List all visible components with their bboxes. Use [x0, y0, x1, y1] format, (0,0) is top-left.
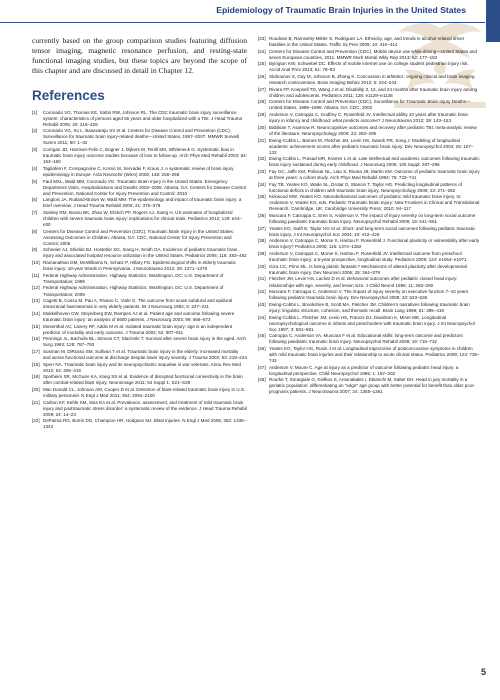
reference-item	[32, 311, 247, 323]
reference-text: Rourke T, Smargiale G, Kiefkos S, Antonakakis I, Ebianchi M, Salter DH. Head in jury mortality in a geriatric population: differentiating an "edge" age group with better potential for benefit than older poor-prognosis patients. J Neurotrauma 2007; 24: 1355–1361	[269, 377, 476, 395]
reference-item	[32, 147, 247, 165]
reference-number: [18]	[32, 361, 40, 367]
reference-number: [30]	[258, 124, 266, 130]
reference-text: Langlois JA, Rutland-Brown W, Wald MM. The epidemiology and impact of traumatic brain injury: a brief overview. J Head Trauma Rehabil 2006; 21: 375–378	[43, 197, 242, 209]
reference-number: [47]	[258, 364, 266, 370]
reference-text: Fletcher JM, Levin HS, Lachar D et al. Behavioral outcomes after pediatric closed head injury: relationships with age, severity, and lesion size. J Child Neurol 1996; 11: 283–290	[269, 276, 458, 288]
reference-item	[32, 260, 247, 272]
reference-text: Yeates KO, Taylor HG, Rusin J et al. Longitudinal trajectories of postconcussive symptoms in children with mild traumatic brain injuries and their relationship to acute clinical status. Pediatrics 2009; 123: 735–743	[269, 345, 480, 364]
reference-item	[258, 99, 480, 111]
reference-number: [43]	[258, 301, 266, 307]
reference-item	[258, 346, 480, 364]
reference-item	[258, 226, 480, 238]
page-edge-tab	[486, 0, 500, 42]
reference-text: Stanley RM, Bonsu BK, Zhao W, Ehrlich PF, Rogers AJ, Xiang H. US estimates of hospitalized children with severe traumatic brain injury: implications for clinical trials. Pediatrics 2012; 129: e24–e30	[43, 209, 242, 228]
reference-item	[258, 169, 480, 181]
reference-text: Fay TB, Yeates KO, Wade SL, Drotar D, Stancin T, Taylor HG. Predicting longitudinal patterns of functional deficits in children with traumatic brain injury. Neuropsychology 2009; 23: 271–282	[269, 181, 462, 193]
reference-number: [4]	[32, 165, 38, 171]
reference-number: [2]	[32, 128, 38, 134]
reference-number: [12]	[32, 285, 40, 291]
reference-number: [8]	[32, 228, 38, 234]
reference-item	[32, 374, 247, 386]
reference-number: [42]	[258, 289, 266, 295]
reference-number: [31]	[258, 137, 266, 143]
reference-item	[32, 349, 247, 361]
reference-number: [40]	[258, 263, 266, 269]
reference-text: Centers for Disease Control and Prevention (CDC). Mobile device use while driving—United States and seven European countries, 2011. MMWR Morb Mortal Wkly Rep 2013; 62: 177–182	[269, 48, 477, 60]
reference-text: Anderson V, Moore C. Age at injury as a predictor of outcome following pediatric head injury: a longitudinal perspective. Child Neuropsychol 1995; 1: 187–202	[269, 364, 459, 376]
reference-item	[258, 251, 480, 263]
reference-text: Faul MXL, Wald MM, Coronado VG. Traumatic Brain Injury in the United States. Emergency Department Visits, Hospitalizations and Deaths 2002–2006. Atlanta, GA: Centers for Disease Control and Prevention, National Center for Injury Prevention and Control; 2010	[43, 178, 246, 196]
reference-item	[258, 125, 480, 137]
reference-item	[258, 276, 480, 288]
reference-text: Ewing-Cobbs L, Barnes M, Fletcher JM, Levin HS, Swank PR, Song J. Modeling of longitudinal academic achievement scores after pediatric traumatic brain injury. Dev Neuropsychol 2004; 25: 107–133	[269, 137, 474, 155]
reference-item	[32, 298, 247, 310]
reference-text: Roudsari B, Ramisetty-Mikler S, Rodriguez LA. Ethnicity, age, and trends in alcohol-related driver fatalities in the United States. Traffic Inj Prev 2009; 10: 410–414	[269, 36, 465, 48]
reference-item	[32, 400, 247, 418]
reference-number: [3]	[32, 147, 38, 153]
reference-item	[258, 112, 480, 124]
reference-item	[258, 61, 480, 73]
reference-text: Mukkelhoven CW, Steyerberg EW, Rampen AJ et al. Patient age and outcome following severe traumatic brain injury: an analysis of 5600 patients. J Neurosurg 2003; 99: 666–673	[43, 310, 235, 322]
reference-number: [27]	[258, 86, 266, 92]
reference-text: Ewing-Cobbs L, Prasad MR, Kramer L et al. Late intellectual and academic outcomes following traumatic brain injury sustained during early childhood. J Neurosurg 2006; 105 Suppl: 287–296	[269, 156, 480, 168]
reference-text: Muscara F, Catroppa C, Anderson V. The impact of injury severity on executive function 7–10 years following pediatric traumatic brain injury. Dev Neuropsychol 2008; 33: 623–636	[269, 289, 469, 301]
reference-number: [29]	[258, 112, 266, 118]
reference-text: Spotheim SR, McGuire KA, Kang SS et al. Evidence of disrupted functional connectivity in the brain after combat-related blast injury. Neuroimage 2011; 54 Suppl 1: S21–S29	[43, 374, 243, 386]
reference-item	[258, 138, 480, 156]
reference-item	[258, 49, 480, 61]
reference-item	[258, 36, 480, 48]
reference-number: [26]	[258, 74, 266, 80]
reference-number: [17]	[32, 348, 40, 354]
reference-number: [23]	[258, 36, 266, 41]
reference-number: [48]	[258, 377, 266, 383]
reference-item	[258, 74, 480, 86]
reference-text: Corrigan JD, Harrison-Felix C, Bogner J, Dijkers M, Terrill MS, Whiteneck G. Systematic bias in traumatic brain injury outcome studies because of loss to follow-up. Arch Phys Med Rehabil 2003; 84: 153–160	[43, 147, 247, 165]
reference-text: Federal Highway Administration. Highway Statistics. Washington, DC: U.S. Department of Transportation; 1999	[43, 272, 224, 284]
reference-item	[258, 182, 480, 194]
reference-text: Pennings JL, Bachulis BL, Simons CT, Slazinski T. Survival after severe brain injury in the aged. Arch Surg 1993; 128: 787–793	[43, 336, 246, 348]
reference-number: [45]	[258, 333, 266, 339]
reference-number: [7]	[32, 209, 38, 215]
reference-item	[258, 238, 480, 250]
intro-paragraph: currently based on the group comparison studies featuring diffusion tensor imaging, magnetic resonance perfusion, and resting-state functional imaging studies, but these topics are beyond the scope of this chapter and are discussed in detail in Chapter 12.	[32, 36, 247, 75]
reference-number: [1]	[32, 109, 38, 115]
reference-number: [39]	[258, 251, 266, 257]
reference-item	[258, 264, 480, 276]
reference-text: DePalma RG, Burris DG, Champion HR, Hodgson MJ. Blast injuries. N Engl J Med 2005; 352: 1335–1342	[43, 418, 247, 430]
reference-number: [15]	[32, 323, 40, 329]
reference-text: Ramanathan DM, McWilliams N, Schatz P, Hillary FG. Epidemiological shifts in elderly traumatic brain injury: 18-year trends in Pennsylvania. J Neurotrauma 2012; 29: 1371–1378	[43, 260, 236, 272]
reference-number: [21]	[32, 399, 40, 405]
reference-text: Fay GC, Jaffe KM, Polissar NL, Liao S, Rivara JB, Martin KM. Outcome of pediatric traumatic brain injury at three years: a cohort study. Arch Phys Med Rehabil 1994; 75: 733–741	[269, 168, 480, 180]
reference-item	[258, 289, 480, 301]
reference-item	[32, 336, 247, 348]
reference-item	[258, 315, 480, 333]
reference-number: [33]	[258, 168, 266, 174]
reference-text: Slobounov S, Gay M, Johnson B, Zhang K. Concussion in athletics: ongoing clinical and brain imaging research controversies. Brain Imaging Behav 2012; 6: 224–243	[269, 74, 475, 86]
reference-list-right	[258, 36, 480, 396]
reference-text: Anderson V, Catroppa C, Godfrey C, Rosenfeld JV. Intellectual ability 10 years after traumatic brain injury in infancy and childhood: what predicts outcome? J Neurotrauma 2012; 29: 143–153	[269, 112, 469, 124]
reference-text: Mosenthal AC, Lavery RF, Addis M et al. Isolated traumatic brain injury: age is an independent predictor of mortality and early outcome. J Trauma 2002; 52: 907–911	[43, 323, 233, 335]
reference-item	[258, 302, 480, 314]
reference-number: [44]	[258, 314, 266, 320]
right-column	[258, 36, 480, 396]
reference-text: Catroppa C, Anderson VA, Muscara F et al. Educational skills: long-term outcome and predictors following paediatric traumatic brain injury. Neuropsychol Rehabil 2009; 19: 716–732	[269, 333, 463, 345]
reference-text: Coronado VG, Xu L, Basavaraju SV et al. Centers for Disease Control and Prevention (CDC). Surveillance for traumatic brain injury-related deaths—United States, 1997–2007. MMWR Surveill Summ 2011; 60: 1–32	[43, 128, 240, 146]
reference-item	[258, 377, 480, 395]
reference-text: Sperr NA. Traumatic brain injury and its neuropsychiatric sequelae in war veterans. Annu Rev Med 2012; 63: 405–419	[43, 361, 241, 373]
reference-number: [28]	[258, 99, 266, 105]
reference-number: [35]	[258, 194, 266, 200]
reference-number: [19]	[32, 374, 40, 380]
reference-number: [32]	[258, 156, 266, 162]
reference-text: Susman M, DiRusso SM, Sullivan T et al. Traumatic brain injury in the elderly: increased mortality and worse functional outcome at discharge despite lower injury severity. J Trauma 2002; 53: 219–224	[43, 348, 247, 360]
reference-text: Ewing-Cobbs L, Brookshire B, Scott MA, Fletcher JM. Children's narratives following traumatic brain injury: linguistic structure, cohesion, and thematic recall. Brain Lang 1998; 61: 395–419	[269, 301, 470, 313]
reference-item	[258, 156, 480, 168]
reference-text: Anderson V, Catroppa C, Morse S, Haritou F, Rosenfeld JV. Intellectual outcome from preschool traumatic brain injury: a 5-year prospective, longitudinal study. Pediatrics 2009; 124: e1064–e1071	[269, 251, 467, 263]
reference-number: [36]	[258, 213, 266, 219]
page-number: 5	[480, 667, 486, 677]
reference-text: Yeates KO, Swift E, Taylor HG et al. Short- and long-term social outcomes following pediatric traumatic brain injury. J Int Neuropsychol Soc 2004; 10: 412–426	[269, 225, 476, 237]
reference-item	[32, 273, 247, 285]
reference-item	[32, 210, 247, 228]
running-title: Epidemiology of Traumatic Brain Injuries in the United States	[216, 5, 466, 15]
reference-text: Tagliaferri F, Compagnone C, Korsic M, Servadei F, Kraus J. A systematic review of brain injury epidemiology in Europe. Acta Neurochir (Wien) 2006; 148: 255–268	[43, 165, 234, 177]
reference-item	[32, 166, 247, 178]
reference-text: Coronado VG, Thomas KE, Sattin RW, Johnson RL. The CDC traumatic brain injury surveillance system: characteristics of persons aged 65 years and older hospitalized with a TBI. J Head Trauma Rehabil 2005; 20: 215–228	[43, 109, 243, 127]
reference-text: Muscara F, Catroppa C, Eren S, Anderson V. The impact of injury severity on long-term social outcome following paediatric traumatic brain injury. Neuropsychol Rehabil 2009; 19: 541–561	[269, 213, 476, 225]
reference-number: [38]	[258, 238, 266, 244]
reference-text: Federal Highway Administration. Highway Statistics. Washington, DC: U.S. Department of Transportation; 2009	[43, 285, 224, 297]
reference-item	[32, 128, 247, 146]
reference-text: Cagetti B, Cossu M, Pau A, Rivano C, Viale G. The outcome from acute subdural and epidural intracranial haematomas in very elderly patients. Br J Neurosurg 1992; 6: 227–231	[43, 298, 233, 310]
reference-text: Byington KW, Schwebel DC. Effects of mobile internet use on college student pedestrian injury risk. Accid Anal Prev 2013; 51: 78–83	[269, 61, 469, 73]
reference-item	[32, 285, 247, 297]
reference-text: Kirkwood MW, Yeates KO. Neurobehavioral outcomes of pediatric mild traumatic brain injury. In: Anderson V, Yeates KO, eds. Pediatric Traumatic Brain Injury: New Frontiers in Clinical and Translational Research. Cambridge, UK: Cambridge University Press; 2010: 94–117	[269, 194, 480, 212]
reference-number: [37]	[258, 225, 266, 231]
reference-number: [5]	[32, 178, 38, 184]
reference-number: [14]	[32, 310, 40, 316]
reference-text: Ewing-Cobbs L, Fletcher JM, Levin HS, Francis DJ, Davidson K, Miner ME. Longitudinal neuropsychological outcome in infants and preschoolers with traumatic brain injury. J Int Neuropsychol Soc 1997; 3: 581–591	[269, 314, 475, 332]
reference-text: Centers for Disease Control and Prevention (CDC). Traumatic Brain Injury in the United States: Assessing Outcomes in Children. Atlanta, GA: CDC, National Center for Injury Prevention and Control; 2006	[43, 228, 235, 246]
reference-number: [46]	[258, 345, 266, 351]
reference-list-left	[32, 110, 247, 431]
reference-number: [6]	[32, 197, 38, 203]
reference-item	[258, 194, 480, 212]
reference-number: [13]	[32, 298, 40, 304]
reference-number: [34]	[258, 181, 266, 187]
header-rule	[0, 22, 485, 23]
reference-item	[258, 333, 480, 345]
reference-item	[32, 247, 247, 259]
reference-item	[258, 87, 480, 99]
reference-text: Rivara FP, Koepsell TD, Wang J et al. Disability 3, 12, and 24 months after traumatic brain injury among children and adolescents. Pediatrics 2011; 128: e1129–e1138	[269, 86, 478, 98]
reference-item	[32, 387, 247, 399]
references-heading: References	[32, 87, 105, 103]
reference-number: [9]	[32, 247, 38, 253]
reference-item	[32, 418, 247, 430]
reference-item	[258, 213, 480, 225]
reference-text: Schneier AJ, Shields BJ, Hostetler SG, Xiang H, Smith GA. Incidence of pediatric traumatic brain injury and associated hospital resource utilization in the United States. Pediatrics 2006; 118: 483–492	[43, 247, 247, 259]
reference-item	[32, 197, 247, 209]
reference-number: [10]	[32, 260, 40, 266]
reference-item	[32, 324, 247, 336]
reference-text: Mac Donald CL, Johnson AM, Cooper D et al. Detection of blast-related traumatic brain injury in U.S. military personnel. N Engl J Med 2011; 364: 2091–2100	[43, 386, 246, 399]
reference-number: [22]	[32, 418, 40, 424]
reference-item	[32, 362, 247, 374]
reference-item	[32, 179, 247, 197]
reference-item	[32, 229, 247, 247]
reference-number: [11]	[32, 272, 40, 278]
reference-text: Centers for Disease Control and Prevention (CDC). Surveillance for Traumatic Brain Injury Deaths—United States, 1989–1998. Atlanta, GA: CDC; 2002	[269, 99, 471, 111]
reference-item	[32, 110, 247, 128]
reference-item	[258, 365, 480, 377]
reference-number: [24]	[258, 48, 266, 54]
reference-number: [41]	[258, 276, 266, 282]
left-column	[32, 36, 247, 431]
reference-text: Carlton KF, Kehle SM, Sias EA et al. Prevalence, assessment, and treatment of mild traumatic brain injury and posttraumatic stress disorder: a systematic review of the evidence. J Head Trauma Rehabil 2009; 24: 14–23	[43, 399, 247, 417]
reference-text: Babikian T, Asarnow R. Neurocognitive outcomes and recovery after pediatric TBI: meta-analytic review of the literature. Neuropsychology 2009; 23: 283–296	[269, 124, 477, 136]
reference-number: [16]	[32, 336, 40, 342]
reference-number: [20]	[32, 386, 40, 392]
reference-text: Anderson V, Catroppa C, Morse S, Haritou F, Rosenfeld J. Functional plasticity or vulnerability after early brain injury? Pediatrics 2005; 116: 1374–1382	[269, 238, 480, 250]
reference-number: [25]	[258, 61, 266, 67]
reference-text: Giza CC, Prins ML. Is being plastic fantastic? Mechanisms of altered plasticity after developmental traumatic brain injury. Dev Neurosci 2006; 28: 364–379	[269, 263, 467, 275]
